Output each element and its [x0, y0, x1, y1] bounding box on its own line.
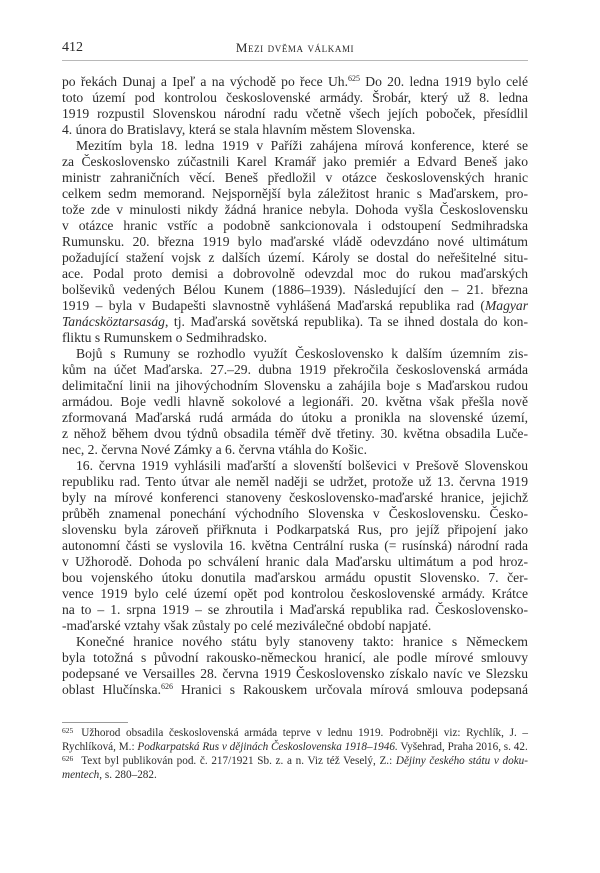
- text-line-content: [76, 346, 528, 362]
- footnote-reference[interactable]: 625: [347, 74, 360, 83]
- text-run: Mezitím byla 18. ledna 1919 v Paříži zahájena mírová konference, které se: [76, 138, 528, 153]
- text-run: delimitační linii na jihovýchodním Slovensku a zahájila boje s Maďarskou rudou: [62, 378, 528, 393]
- text-run: toto území pod kontrolou československé armády. Šrobár, který už 8. ledna: [62, 90, 528, 105]
- text-line-content: [62, 362, 528, 378]
- text-run: v Užhorodě. Dohoda po schválení hranic dala Maďarsku ultimátum a pod hroz-: [62, 554, 528, 569]
- text-line: [62, 346, 528, 362]
- text-run: průběh znamenal ponechání východního Slovenska v Československu. Česko-: [62, 506, 528, 521]
- paragraph: [62, 138, 528, 346]
- text-line-content: [62, 266, 528, 282]
- text-line: [62, 170, 528, 186]
- body-text: [62, 74, 528, 698]
- text-line-content: [62, 282, 528, 298]
- text-line: [62, 250, 528, 266]
- text-line-content: [62, 570, 528, 586]
- text-line-content: [62, 378, 528, 394]
- text-line-content: [62, 618, 528, 634]
- text-run: podepsané ve Versailles 28. června 1919 Československo získalo navíc ve Slezsku: [62, 666, 528, 681]
- text-line-content: [62, 682, 528, 698]
- text-run: zformovaná Maďarská rudá armáda do útoku a pronikla na slovenské území,: [62, 410, 528, 425]
- text-line-content: [62, 666, 528, 682]
- text-line: [62, 538, 528, 554]
- text-line: [62, 186, 528, 202]
- text-line: [62, 666, 528, 682]
- text-run: autonomní části se vyslovila 16. května Centrální ruska (= rusínská) národní rada: [62, 538, 528, 553]
- text-line: [62, 618, 528, 634]
- text-line-content: [62, 330, 528, 346]
- text-line-content: [62, 474, 528, 490]
- header-rule: [62, 60, 528, 61]
- paragraph: [62, 346, 528, 458]
- text-run: Vyšehrad, Praha 2016, s. 42.: [397, 741, 528, 753]
- text-line: [62, 314, 528, 330]
- text-line: [62, 394, 528, 410]
- paragraph: [62, 634, 528, 698]
- footnote: [62, 754, 528, 782]
- text-run: tože zde v minulosti nikdy žádná hranice nebyla. Dohoda vyšla Československu: [62, 202, 528, 217]
- text-run: 1919 rozpustil Slovenskou národní radu včetně všech jejích poboček, přesídlil: [62, 106, 528, 121]
- running-head: [62, 39, 528, 57]
- text-run: Užhorod obsadila československá armáda teprve v lednu 1919. Podrobněji viz: Rychlík, J. –: [81, 727, 528, 739]
- text-line-content: [62, 538, 528, 554]
- text-line-content: [62, 410, 528, 426]
- text-line: [62, 458, 528, 474]
- text-run: nec, 2. června Nové Zámky a 6. června vtáhla do Košic.: [62, 442, 367, 457]
- text-line: [62, 634, 528, 650]
- text-line: [62, 410, 528, 426]
- text-line-content: [62, 522, 528, 538]
- footnote: [62, 726, 528, 754]
- text-line: [62, 506, 528, 522]
- text-line-content: [62, 602, 528, 618]
- page-number: 412: [62, 40, 83, 55]
- footnote-line: [62, 768, 528, 782]
- text-line: [62, 442, 528, 458]
- text-line: [62, 682, 528, 698]
- text-run: fliktu s Rumunskem o Sedmihradsko.: [62, 330, 268, 345]
- text-line-content: [62, 554, 528, 570]
- footnote-rule: [62, 722, 128, 723]
- text-line-content: [62, 250, 528, 266]
- footnote-line: [62, 740, 528, 754]
- text-line-content: [62, 170, 528, 186]
- text-line-content: [62, 314, 528, 330]
- text-line-content: [62, 186, 528, 202]
- text-line: [62, 154, 528, 170]
- text-line: [62, 282, 528, 298]
- text-line-content: [62, 490, 528, 506]
- text-run: Bojů s Rumuny se rozhodlo využít Československo k dalším územním zis-: [76, 346, 528, 361]
- text-line-content: [62, 650, 528, 666]
- text-run: , s. 280–282.: [99, 769, 157, 781]
- text-line: [62, 266, 528, 282]
- text-run: Do 20. ledna 1919 bylo celé: [359, 74, 528, 89]
- text-line: [62, 74, 528, 90]
- text-line: [62, 522, 528, 538]
- text-run: slovensku byla zároveň přiřknuta i Podkarpatská Rus, pro jejíž připojení jako: [62, 522, 528, 537]
- text-line-content: [62, 74, 528, 90]
- text-run: po řekách Dunaj a Ipeľ a na východě po řece Uh.: [62, 74, 348, 89]
- text-run: , tj. Maďarská sovětská republika). Ta se ihned dostala do kon-: [164, 314, 528, 329]
- footnote-line-content: [62, 754, 528, 768]
- text-line-content: [62, 202, 528, 218]
- text-line: [62, 602, 528, 618]
- text-line-content: [62, 394, 528, 410]
- text-line-content: [62, 90, 528, 106]
- text-run: celkem sedm memorand. Nejspornější byla záležitost hranic s Maďarskem, pro-: [62, 186, 528, 201]
- text-line: [62, 330, 528, 346]
- text-line: [62, 234, 528, 250]
- text-line-content: [76, 458, 528, 474]
- text-run: Rumunsku. 20. března 1919 bylo maďarské vládě odevzdáno nové ultimátum: [62, 234, 528, 249]
- text-line-content: [76, 138, 528, 154]
- text-run: ministr zahraničních věcí. Beneš předložil v otázce československých hranic: [62, 170, 528, 185]
- text-run: na to – 1. srpna 1919 – se zhroutila i Maďarská republika rad. Československo-: [62, 602, 528, 617]
- text-line: [62, 474, 528, 490]
- footnote-reference[interactable]: 626: [161, 682, 173, 691]
- paragraph: [62, 458, 528, 634]
- text-run: ace. Podal proto demisi a dobrovolně odevzdal moc do rukou maďarských: [62, 266, 528, 281]
- italic-text: Dějiny českého státu v doku-: [395, 755, 528, 767]
- text-line-content: [62, 506, 528, 522]
- running-title: Mezi dvěma válkami: [235, 40, 355, 55]
- text-run: 1919 – byla v Budapešti slavnostně vyhlášená Maďarská republika rad (: [62, 298, 485, 313]
- text-line-content: [62, 586, 528, 602]
- footnote-line-content: [62, 740, 528, 754]
- text-run: 16. června 1919 vyhlásili maďarští a slovenští bolševici v Prešově Slovenskou: [76, 458, 528, 473]
- text-run: kům na účet Maďarska. 27.–29. dubna 1919 překročila československá armáda: [62, 362, 528, 377]
- text-run: požadující stažení vojsk z dalších území. Károly se dostal do neřešitelné situ-: [62, 250, 528, 265]
- text-run: Hranici s Rakouskem určovala mírová smlouva podepsaná: [173, 682, 529, 697]
- text-line-content: [62, 234, 528, 250]
- text-line: [62, 90, 528, 106]
- text-run: za Československo zúčastnili Karel Kramář jako premiér a Edvard Beneš jako: [62, 154, 528, 169]
- text-line: [62, 298, 528, 314]
- text-run: bolševiků vedených Bélou Kunem (1886–1939). Následující den – 21. března: [62, 282, 528, 297]
- text-line: [62, 218, 528, 234]
- footnote-line: [62, 726, 528, 740]
- text-run: z něhož během dvou týdnů obsadila téměř dvě třetiny. 30. května obsadila Luče-: [62, 426, 528, 441]
- text-line-content: [62, 298, 528, 314]
- footnote-number: 625: [62, 726, 74, 735]
- footnote-line-content: [62, 768, 528, 782]
- text-line: [62, 106, 528, 122]
- text-line-content: [62, 218, 528, 234]
- text-run: vence 1919 bylo celé území opět pod kontrolou československé armády. Krátce: [62, 586, 528, 601]
- footnotes: [62, 726, 528, 782]
- text-line: [62, 378, 528, 394]
- text-run: Konečné hranice nového státu byly stanoveny takto: hranice s Německem: [76, 634, 528, 649]
- text-line-content: [76, 634, 528, 650]
- text-line-content: [62, 154, 528, 170]
- text-line: [62, 426, 528, 442]
- text-line: [62, 138, 528, 154]
- text-line-content: [62, 442, 528, 458]
- text-line: [62, 650, 528, 666]
- text-line-content: [62, 106, 528, 122]
- italic-text: Tanácsköztarsaság: [62, 314, 165, 329]
- italic-text: mentech: [62, 769, 100, 781]
- text-run: republiku rad. Tento útvar ale neměl naději se udržet, protože už 13. června 1919: [62, 474, 528, 489]
- text-run: byly na mírové konferenci stanoveny československo-maďarské hranice, jejichž: [62, 490, 528, 505]
- text-run: byla totožná s původní rakousko-německou hranicí, ale podle mírové smlouvy: [62, 650, 528, 665]
- text-line: [62, 554, 528, 570]
- text-line: [62, 586, 528, 602]
- text-line: [62, 202, 528, 218]
- italic-text: Magyar: [484, 298, 528, 313]
- text-line: [62, 122, 528, 138]
- footnote-line-content: [62, 726, 528, 740]
- text-line: [62, 362, 528, 378]
- text-run: oblast Hlučínska.: [62, 682, 161, 697]
- footnote-number: 626: [62, 754, 74, 763]
- text-run: armádou. Boje vedli hlavně sokolové a legionáři. 20. května však přešla nově: [62, 394, 528, 409]
- text-line-content: [62, 122, 528, 138]
- text-run: Text byl publikován pod. č. 217/1921 Sb. z. a n. Viz též Veselý, Z.:: [81, 755, 396, 767]
- text-line: [62, 570, 528, 586]
- text-line-content: [62, 426, 528, 442]
- text-run: 4. února do Bratislavy, která se stala hlavním městem Slovenska.: [62, 122, 416, 137]
- paragraph: [62, 74, 528, 138]
- text-run: -maďarské vztahy však zůstaly po celé meziválečné období napjaté.: [62, 618, 432, 633]
- text-line: [62, 490, 528, 506]
- italic-text: Podkarpatská Rus v dějinách Československa 1918–1946.: [137, 741, 398, 753]
- text-run: Rychlíková, M.:: [62, 741, 138, 753]
- footnote-line: [62, 754, 528, 768]
- text-run: bou vojenského útoku donutila maďarskou armádu opustit Slovensko. 7. čer-: [62, 570, 528, 585]
- text-run: v otázce hranic vstříc a podobně sankcionovala i odstoupení Sedmihradska: [62, 218, 528, 233]
